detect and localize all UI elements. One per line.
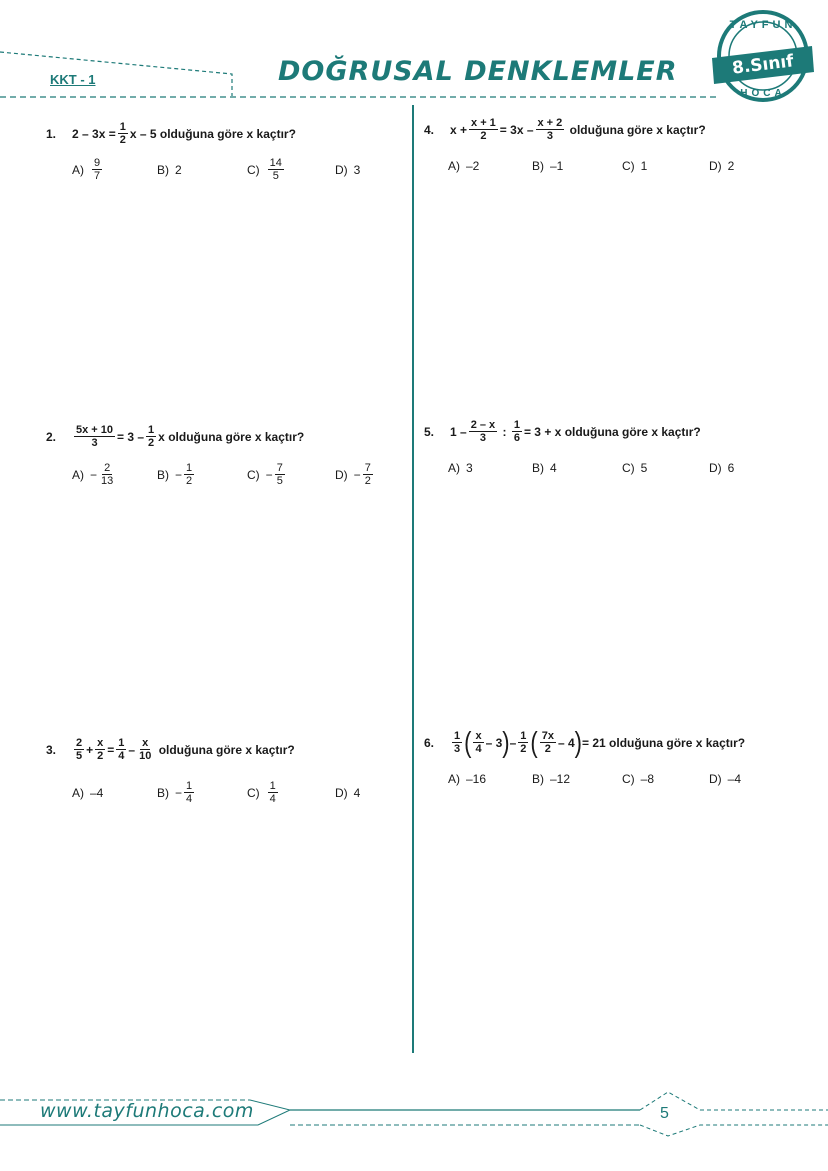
page-title: DOĞRUSAL DENKLEMLER [278,56,678,87]
fraction: $\frac{2}{5}$ [76,737,83,762]
options-4 [448,159,788,173]
option-d[interactable]: D) 3 [335,162,361,177]
fraction: $\frac{1}{4}$ [118,737,125,762]
option-d[interactable]: D) 6 [709,461,735,475]
eq-text: = 3x – [499,122,534,137]
open-paren: ( [464,725,472,759]
option-a[interactable]: A) − $\frac{2}{13}$ [72,462,114,487]
svg-text:TAYFUN: TAYFUN [729,19,797,31]
option-b[interactable]: B) –12 [532,772,571,786]
option-c[interactable]: C) –8 [622,772,655,786]
option-c[interactable]: C) 5 [622,461,648,475]
fraction: $\frac{x + 2}{3}$ [537,117,563,142]
eq-text: = [107,742,115,757]
option-d[interactable]: D) 2 [709,159,735,173]
option-c[interactable]: C) 1 [622,159,648,173]
eq-text: 1 – [450,424,467,439]
fraction: $\frac{x}{4}$ [475,730,482,755]
eq-text: – [509,735,517,750]
question-number: 2. [46,429,57,444]
option-b[interactable]: B) − $\frac{1}{2}$ [157,462,193,487]
question-number: 5. [424,424,435,439]
question-number: 4. [424,122,435,137]
question-6 [424,725,746,759]
fraction: $\frac{5x + 10}{3}$ [76,424,114,449]
option-d[interactable]: D) − $\frac{7}{2}$ [335,462,371,487]
question-suffix: olduğuna göre x kaçtır? [609,735,746,750]
question-suffix: olduğuna göre x kaçtır? [168,429,305,444]
eq-text: = 3 – [117,429,145,444]
eq-text: – 4 [557,735,575,750]
fraction: $\frac{1}{2}$ [148,424,155,449]
option-c[interactable]: C) $\frac{1}{4}$ [247,780,276,805]
eq-text: – 3 [485,735,503,750]
option-a[interactable]: A) –4 [72,785,104,800]
question-suffix: olduğuna göre x kaçtır? [159,126,296,141]
option-c[interactable]: C) $\frac{14}{5}$ [247,157,282,182]
option-d[interactable]: D) 4 [335,785,361,800]
open-paren: ( [530,725,538,759]
option-c[interactable]: C) − $\frac{7}{5}$ [247,462,283,487]
fraction: $\frac{2 - x}{3}$ [470,419,496,444]
options-3 [72,780,402,805]
header-lines [0,0,828,110]
question-2 [46,424,304,449]
badge-logo [708,6,818,106]
eq-text: = 21 [582,735,606,750]
question-suffix: olduğuna göre x kaçtır? [569,122,706,137]
fraction: $\frac{7x}{2}$ [541,730,554,755]
eq-text: – [128,742,136,757]
fraction: $\frac{1}{2}$ [119,121,126,146]
options-1 [72,157,402,182]
fraction: $\frac{1}{3}$ [454,730,461,755]
fraction: $\frac{x + 1}{2}$ [471,117,496,142]
eq-text: x + [450,122,468,137]
option-a[interactable]: A) $\frac{9}{7}$ [72,157,101,182]
fraction: $\frac{1}{2}$ [520,730,527,755]
question-3 [46,737,295,762]
option-b[interactable]: B) − $\frac{1}{4}$ [157,780,193,805]
fraction: $\frac{1}{6}$ [513,419,520,444]
option-b[interactable]: B) –1 [532,159,564,173]
close-paren: ) [502,725,510,759]
column-divider [412,105,414,1053]
options-2 [72,462,402,487]
fraction: $\frac{x}{2}$ [97,737,104,762]
option-a[interactable]: A) 3 [448,461,473,475]
question-suffix: olduğuna göre x kaçtır? [158,742,295,757]
eq-text: x [158,429,165,444]
question-4 [424,117,706,142]
option-a[interactable]: A) –2 [448,159,480,173]
option-d[interactable]: D) –4 [709,772,742,786]
question-number: 3. [46,742,57,757]
svg-text:HOCA: HOCA [740,88,786,99]
website-url: www.tayfunhoca.com [40,1100,254,1122]
options-5 [448,461,788,475]
eq-text: x – 5 [129,126,157,141]
close-paren: ) [574,725,582,759]
test-code: KKT - 1 [50,72,96,87]
eq-text: 2 – 3x = [72,126,116,141]
eq-text: + [86,742,94,757]
question-number: 6. [424,735,435,750]
question-5 [424,419,701,444]
option-b[interactable]: B) 2 [157,162,182,177]
eq-text: : [502,424,507,439]
options-6 [448,772,788,786]
option-a[interactable]: A) –16 [448,772,487,786]
page-number: 5 [660,1105,669,1122]
question-suffix: olduğuna göre x kaçtır? [564,424,701,439]
option-b[interactable]: B) 4 [532,461,557,475]
question-number: 1. [46,126,57,141]
question-1 [46,121,296,146]
svg-text:8.Sınıf: 8.Sınıf [731,51,795,79]
eq-text: = 3 + x [523,424,562,439]
fraction: $\frac{x}{10}$ [139,737,152,762]
